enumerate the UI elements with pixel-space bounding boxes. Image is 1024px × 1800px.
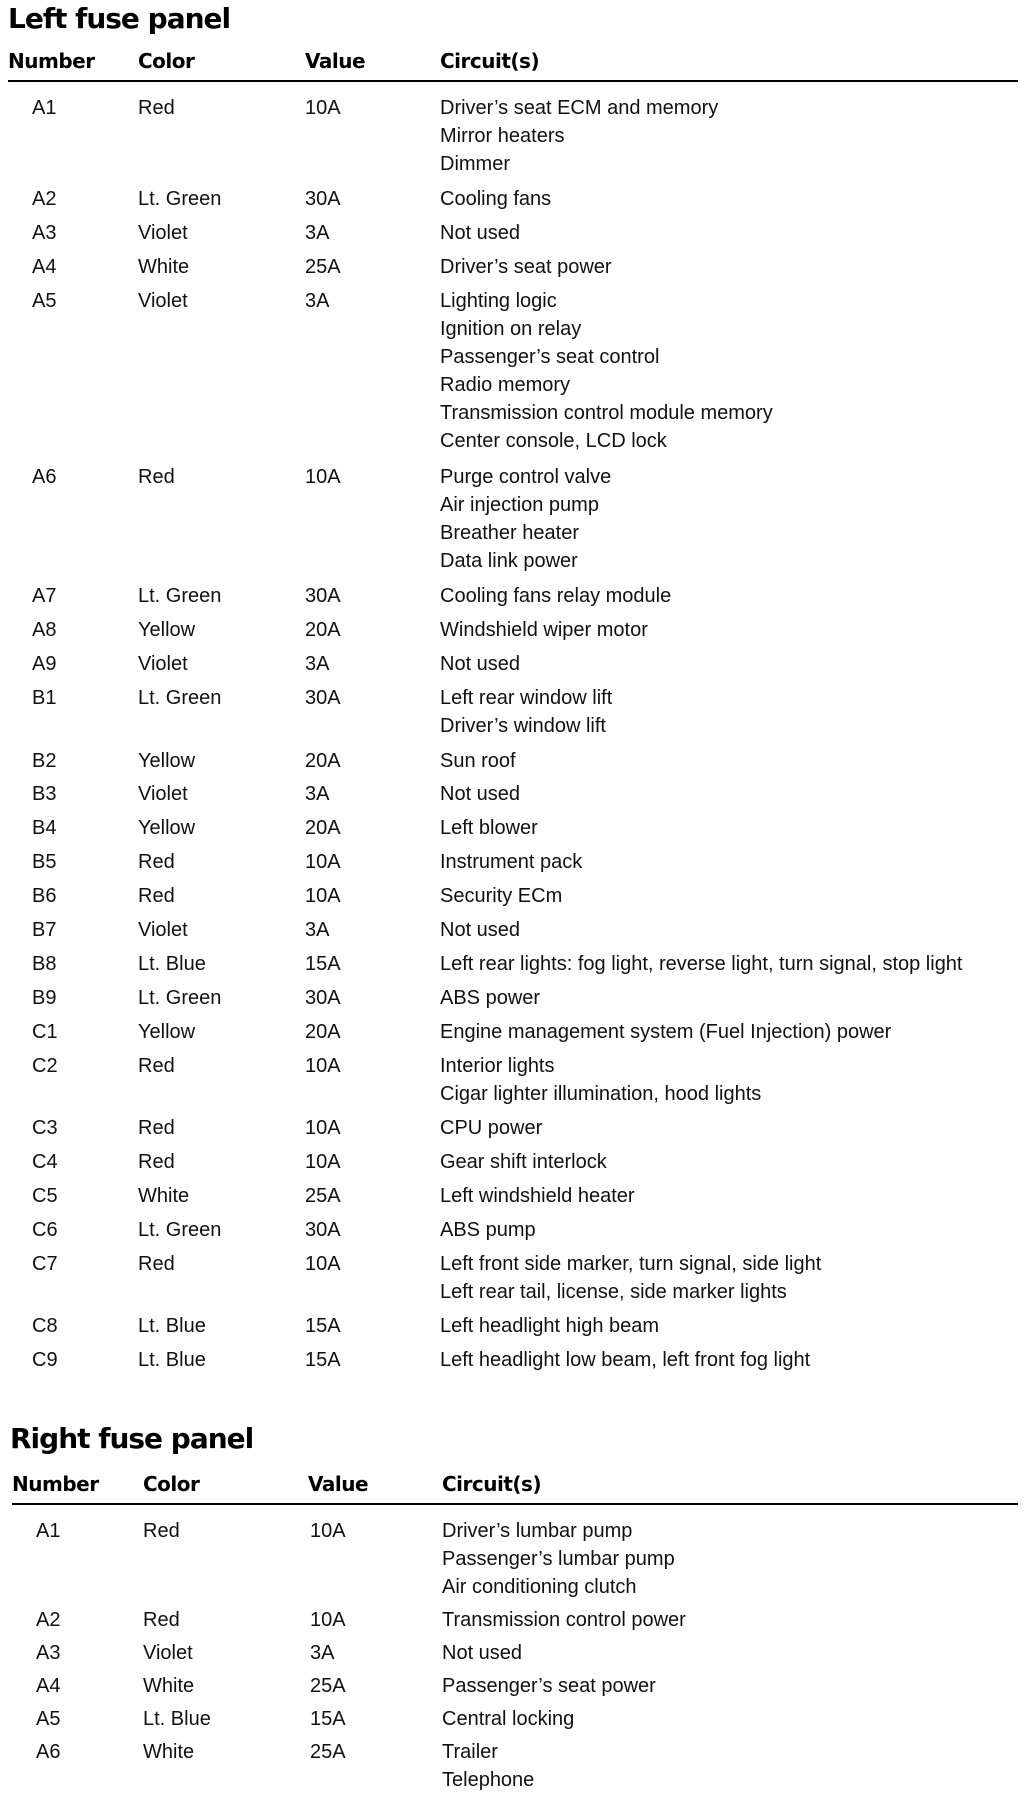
fuse-circuits	[442, 1639, 522, 1667]
circuit-line: Left headlight high beam	[440, 1315, 660, 1337]
fuse-color: Violet	[138, 221, 188, 244]
fuse-value: 20A	[305, 619, 341, 642]
fuse-circuits	[440, 185, 551, 213]
fuse-circuits	[440, 582, 671, 610]
circuit-line: Trailer	[442, 1741, 498, 1763]
column-header-number: Number	[12, 1472, 99, 1496]
fuse-color: Violet	[138, 783, 188, 806]
fuse-number: A7	[32, 585, 57, 608]
circuit-line: Not used	[440, 653, 521, 676]
fuse-color: Lt. Green	[138, 1218, 222, 1241]
fuse-number: A1	[32, 97, 57, 119]
fuse-circuits	[440, 916, 520, 944]
circuit-line: Not used	[440, 919, 521, 941]
column-header-circuits: Circuit(s)	[440, 49, 540, 73]
fuse-value: 30A	[305, 986, 341, 1009]
circuit-line: Left rear window lift	[440, 687, 613, 710]
fuse-color: White	[143, 1675, 195, 1697]
fuse-color: Red	[138, 97, 175, 119]
fuse-number: A3	[32, 221, 57, 244]
column-header-color: Color	[138, 49, 195, 73]
fuse-color: Red	[138, 1150, 175, 1173]
circuit-line: Driver’s seat ECM and memory	[440, 97, 719, 119]
fuse-color: Lt. Blue	[143, 1708, 211, 1730]
fuse-color: Yellow	[138, 749, 196, 772]
fuse-number: A5	[36, 1708, 61, 1730]
fuse-color: Lt. Green	[138, 986, 222, 1009]
fuse-value: 30A	[305, 1218, 341, 1241]
circuit-line: Sun roof	[440, 749, 516, 772]
fuse-value: 3A	[310, 1642, 335, 1664]
circuit-line: Data link power	[440, 550, 578, 572]
fuse-value: 15A	[305, 1315, 341, 1337]
fuse-circuits	[440, 848, 582, 876]
fuse-value: 15A	[310, 1708, 346, 1730]
fuse-color: Red	[138, 1117, 175, 1139]
circuit-line: Not used	[440, 783, 521, 806]
fuse-circuits	[440, 1346, 810, 1374]
fuse-color: Lt. Blue	[138, 952, 206, 975]
circuit-line: Dimmer	[440, 153, 510, 175]
fuse-value: 3A	[305, 289, 330, 312]
fuse-number: B5	[32, 851, 57, 874]
fuse-number: A5	[32, 289, 57, 312]
fuse-value: 30A	[305, 187, 341, 210]
column-header-value: Value	[308, 1472, 369, 1496]
fuse-circuits	[442, 1517, 675, 1601]
circuit-line: Engine management system (Fuel Injection) power	[440, 1020, 892, 1043]
fuse-number: A8	[32, 619, 57, 642]
circuit-line: Cooling fans relay module	[440, 585, 672, 608]
fuse-value: 10A	[305, 1252, 341, 1275]
circuit-line: Not used	[440, 221, 521, 244]
circuit-line: Left rear tail, license, side marker lights	[440, 1280, 787, 1303]
fuse-color: Violet	[138, 919, 188, 941]
fuse-color: Red	[138, 1054, 175, 1077]
circuit-line: Cooling fans	[440, 187, 552, 210]
circuit-line: Left headlight low beam, left front fog light	[440, 1348, 811, 1371]
fuse-circuits	[440, 650, 520, 678]
panel-title: Right fuse panel	[10, 1422, 254, 1455]
circuit-line: Central locking	[442, 1708, 575, 1730]
fuse-circuits	[440, 1114, 542, 1142]
fuse-value: 10A	[305, 885, 341, 908]
fuse-color: Red	[138, 851, 175, 874]
circuit-line: Interior lights	[440, 1054, 555, 1077]
fuse-number: C8	[32, 1315, 58, 1337]
fuse-number: A4	[32, 255, 57, 278]
fuse-value: 10A	[305, 1150, 341, 1173]
circuit-line: Cigar lighter illumination, hood lights	[440, 1082, 762, 1105]
fuse-number: C2	[32, 1054, 58, 1077]
fuse-circuits	[440, 616, 648, 644]
fuse-number: B4	[32, 817, 57, 840]
fuse-color: Yellow	[138, 817, 196, 840]
fuse-value: 10A	[305, 466, 341, 488]
fuse-value: 3A	[305, 783, 330, 806]
circuit-line: Radio memory	[440, 373, 571, 396]
fuse-value: 15A	[305, 1348, 341, 1371]
fuse-number: A9	[32, 653, 57, 676]
header-rule	[12, 1503, 1018, 1505]
fuse-circuits	[440, 1052, 761, 1108]
fuse-number: A2	[32, 187, 57, 210]
fuse-color: White	[143, 1741, 195, 1763]
circuit-line: Instrument pack	[440, 851, 583, 874]
fuse-value: 25A	[305, 255, 341, 278]
fuse-color: Lt. Green	[138, 585, 222, 608]
fuse-value: 10A	[310, 1609, 346, 1631]
circuit-line: Mirror heaters	[440, 125, 565, 147]
circuit-line: Security ECm	[440, 885, 563, 908]
fuse-color: Lt. Blue	[138, 1315, 206, 1337]
header-rule	[8, 80, 1018, 82]
fuse-number: C3	[32, 1117, 58, 1139]
fuse-number: C5	[32, 1184, 58, 1207]
circuit-line: Not used	[442, 1642, 523, 1664]
fuse-circuits	[440, 882, 562, 910]
fuse-circuits	[440, 1148, 607, 1176]
fuse-number: C7	[32, 1252, 58, 1275]
fuse-value: 10A	[305, 1054, 341, 1077]
fuse-number: B7	[32, 919, 57, 941]
fuse-color: Lt. Green	[138, 187, 222, 210]
fuse-color: Red	[138, 1252, 175, 1275]
panel-title: Left fuse panel	[8, 2, 231, 35]
circuit-line: Passenger’s seat power	[442, 1675, 656, 1697]
column-header-circuits: Circuit(s)	[442, 1472, 542, 1496]
circuit-line: Transmission control module memory	[440, 401, 773, 424]
fuse-circuits	[442, 1705, 574, 1733]
circuit-line: Windshield wiper motor	[440, 619, 648, 642]
fuse-circuits	[440, 1216, 536, 1244]
fuse-circuits	[440, 463, 611, 575]
fuse-value: 30A	[305, 687, 341, 710]
fuse-circuits	[440, 780, 520, 808]
fuse-circuits	[440, 253, 612, 281]
fuse-circuits	[440, 984, 540, 1012]
circuit-line: Air injection pump	[440, 494, 599, 516]
circuit-line: Gear shift interlock	[440, 1150, 607, 1173]
fuse-number: B1	[32, 687, 57, 710]
circuit-line: Driver’s lumbar pump	[442, 1520, 633, 1542]
fuse-value: 3A	[305, 653, 330, 676]
fuse-value: 30A	[305, 585, 341, 608]
circuit-line: ABS pump	[440, 1218, 536, 1241]
fuse-circuits	[440, 1312, 659, 1340]
fuse-value: 3A	[305, 221, 330, 244]
fuse-color: White	[138, 1184, 190, 1207]
fuse-value: 10A	[305, 851, 341, 874]
fuse-value: 10A	[310, 1520, 346, 1542]
fuse-value: 25A	[310, 1741, 346, 1763]
circuit-line: Purge control valve	[440, 466, 612, 488]
fuse-number: A1	[36, 1520, 61, 1542]
fuse-color: Yellow	[138, 1020, 196, 1043]
fuse-number: B3	[32, 783, 57, 806]
fuse-circuits	[440, 1018, 891, 1046]
circuit-line: Transmission control power	[442, 1609, 686, 1631]
fuse-value: 10A	[305, 1117, 341, 1139]
fuse-number: A6	[36, 1741, 61, 1763]
circuit-line: Passenger’s lumbar pump	[442, 1548, 675, 1570]
circuit-line: Driver’s window lift	[440, 715, 606, 738]
fuse-color: Yellow	[138, 619, 196, 642]
fuse-number: A2	[36, 1609, 61, 1631]
fuse-number: C9	[32, 1348, 58, 1371]
fuse-value: 20A	[305, 817, 341, 840]
fuse-circuits	[440, 94, 718, 178]
circuit-line: Air conditioning clutch	[442, 1576, 637, 1598]
fuse-circuits	[442, 1606, 686, 1634]
fuse-value: 25A	[305, 1184, 341, 1207]
fuse-color: Lt. Green	[138, 687, 222, 710]
fuse-color: Red	[138, 885, 175, 908]
circuit-line: Ignition on relay	[440, 317, 582, 340]
fuse-number: B6	[32, 885, 57, 908]
fuse-number: B9	[32, 986, 57, 1009]
fuse-value: 25A	[310, 1675, 346, 1697]
fuse-circuits	[440, 950, 963, 978]
circuit-line: Driver’s seat power	[440, 255, 612, 278]
circuit-line: Telephone	[442, 1769, 535, 1791]
fuse-number: A6	[32, 466, 57, 488]
fuse-number: B8	[32, 952, 57, 975]
fuse-circuits	[442, 1738, 534, 1794]
fuse-color: Violet	[138, 289, 188, 312]
fuse-number: C1	[32, 1020, 58, 1043]
fuse-circuits	[440, 684, 612, 740]
circuit-line: ABS power	[440, 986, 541, 1009]
fuse-value: 10A	[305, 97, 341, 119]
fuse-value: 20A	[305, 749, 341, 772]
fuse-circuits	[440, 747, 516, 775]
fuse-circuits	[442, 1672, 656, 1700]
circuit-line: Breather heater	[440, 522, 579, 544]
fuse-value: 3A	[305, 919, 330, 941]
fuse-value: 20A	[305, 1020, 341, 1043]
fuse-color: Red	[143, 1520, 180, 1542]
fuse-number: C6	[32, 1218, 58, 1241]
fuse-color: Violet	[143, 1642, 193, 1664]
fuse-number: A3	[36, 1642, 61, 1664]
circuit-line: Center console, LCD lock	[440, 429, 667, 452]
circuit-line: Passenger’s seat control	[440, 345, 660, 368]
circuit-line: Left front side marker, turn signal, side light	[440, 1252, 822, 1275]
fuse-color: Lt. Blue	[138, 1348, 206, 1371]
fuse-color: Red	[138, 466, 175, 488]
circuit-line: Left windshield heater	[440, 1184, 635, 1207]
fuse-number: A4	[36, 1675, 61, 1697]
fuse-circuits	[440, 287, 773, 455]
circuit-line: CPU power	[440, 1117, 543, 1139]
column-header-value: Value	[305, 49, 366, 73]
column-header-color: Color	[143, 1472, 200, 1496]
circuit-line: Lighting logic	[440, 289, 557, 312]
fuse-circuits	[440, 1182, 635, 1210]
fuse-number: C4	[32, 1150, 58, 1173]
circuit-line: Left blower	[440, 817, 538, 840]
fuse-circuits	[440, 1250, 821, 1306]
fuse-color: White	[138, 255, 190, 278]
fuse-value: 15A	[305, 952, 341, 975]
circuit-line: Left rear lights: fog light, reverse light, turn signal, stop light	[440, 952, 963, 975]
fuse-color: Violet	[138, 653, 188, 676]
column-header-number: Number	[8, 49, 95, 73]
fuse-circuits	[440, 219, 520, 247]
fuse-number: B2	[32, 749, 57, 772]
fuse-color: Red	[143, 1609, 180, 1631]
fuse-circuits	[440, 814, 538, 842]
